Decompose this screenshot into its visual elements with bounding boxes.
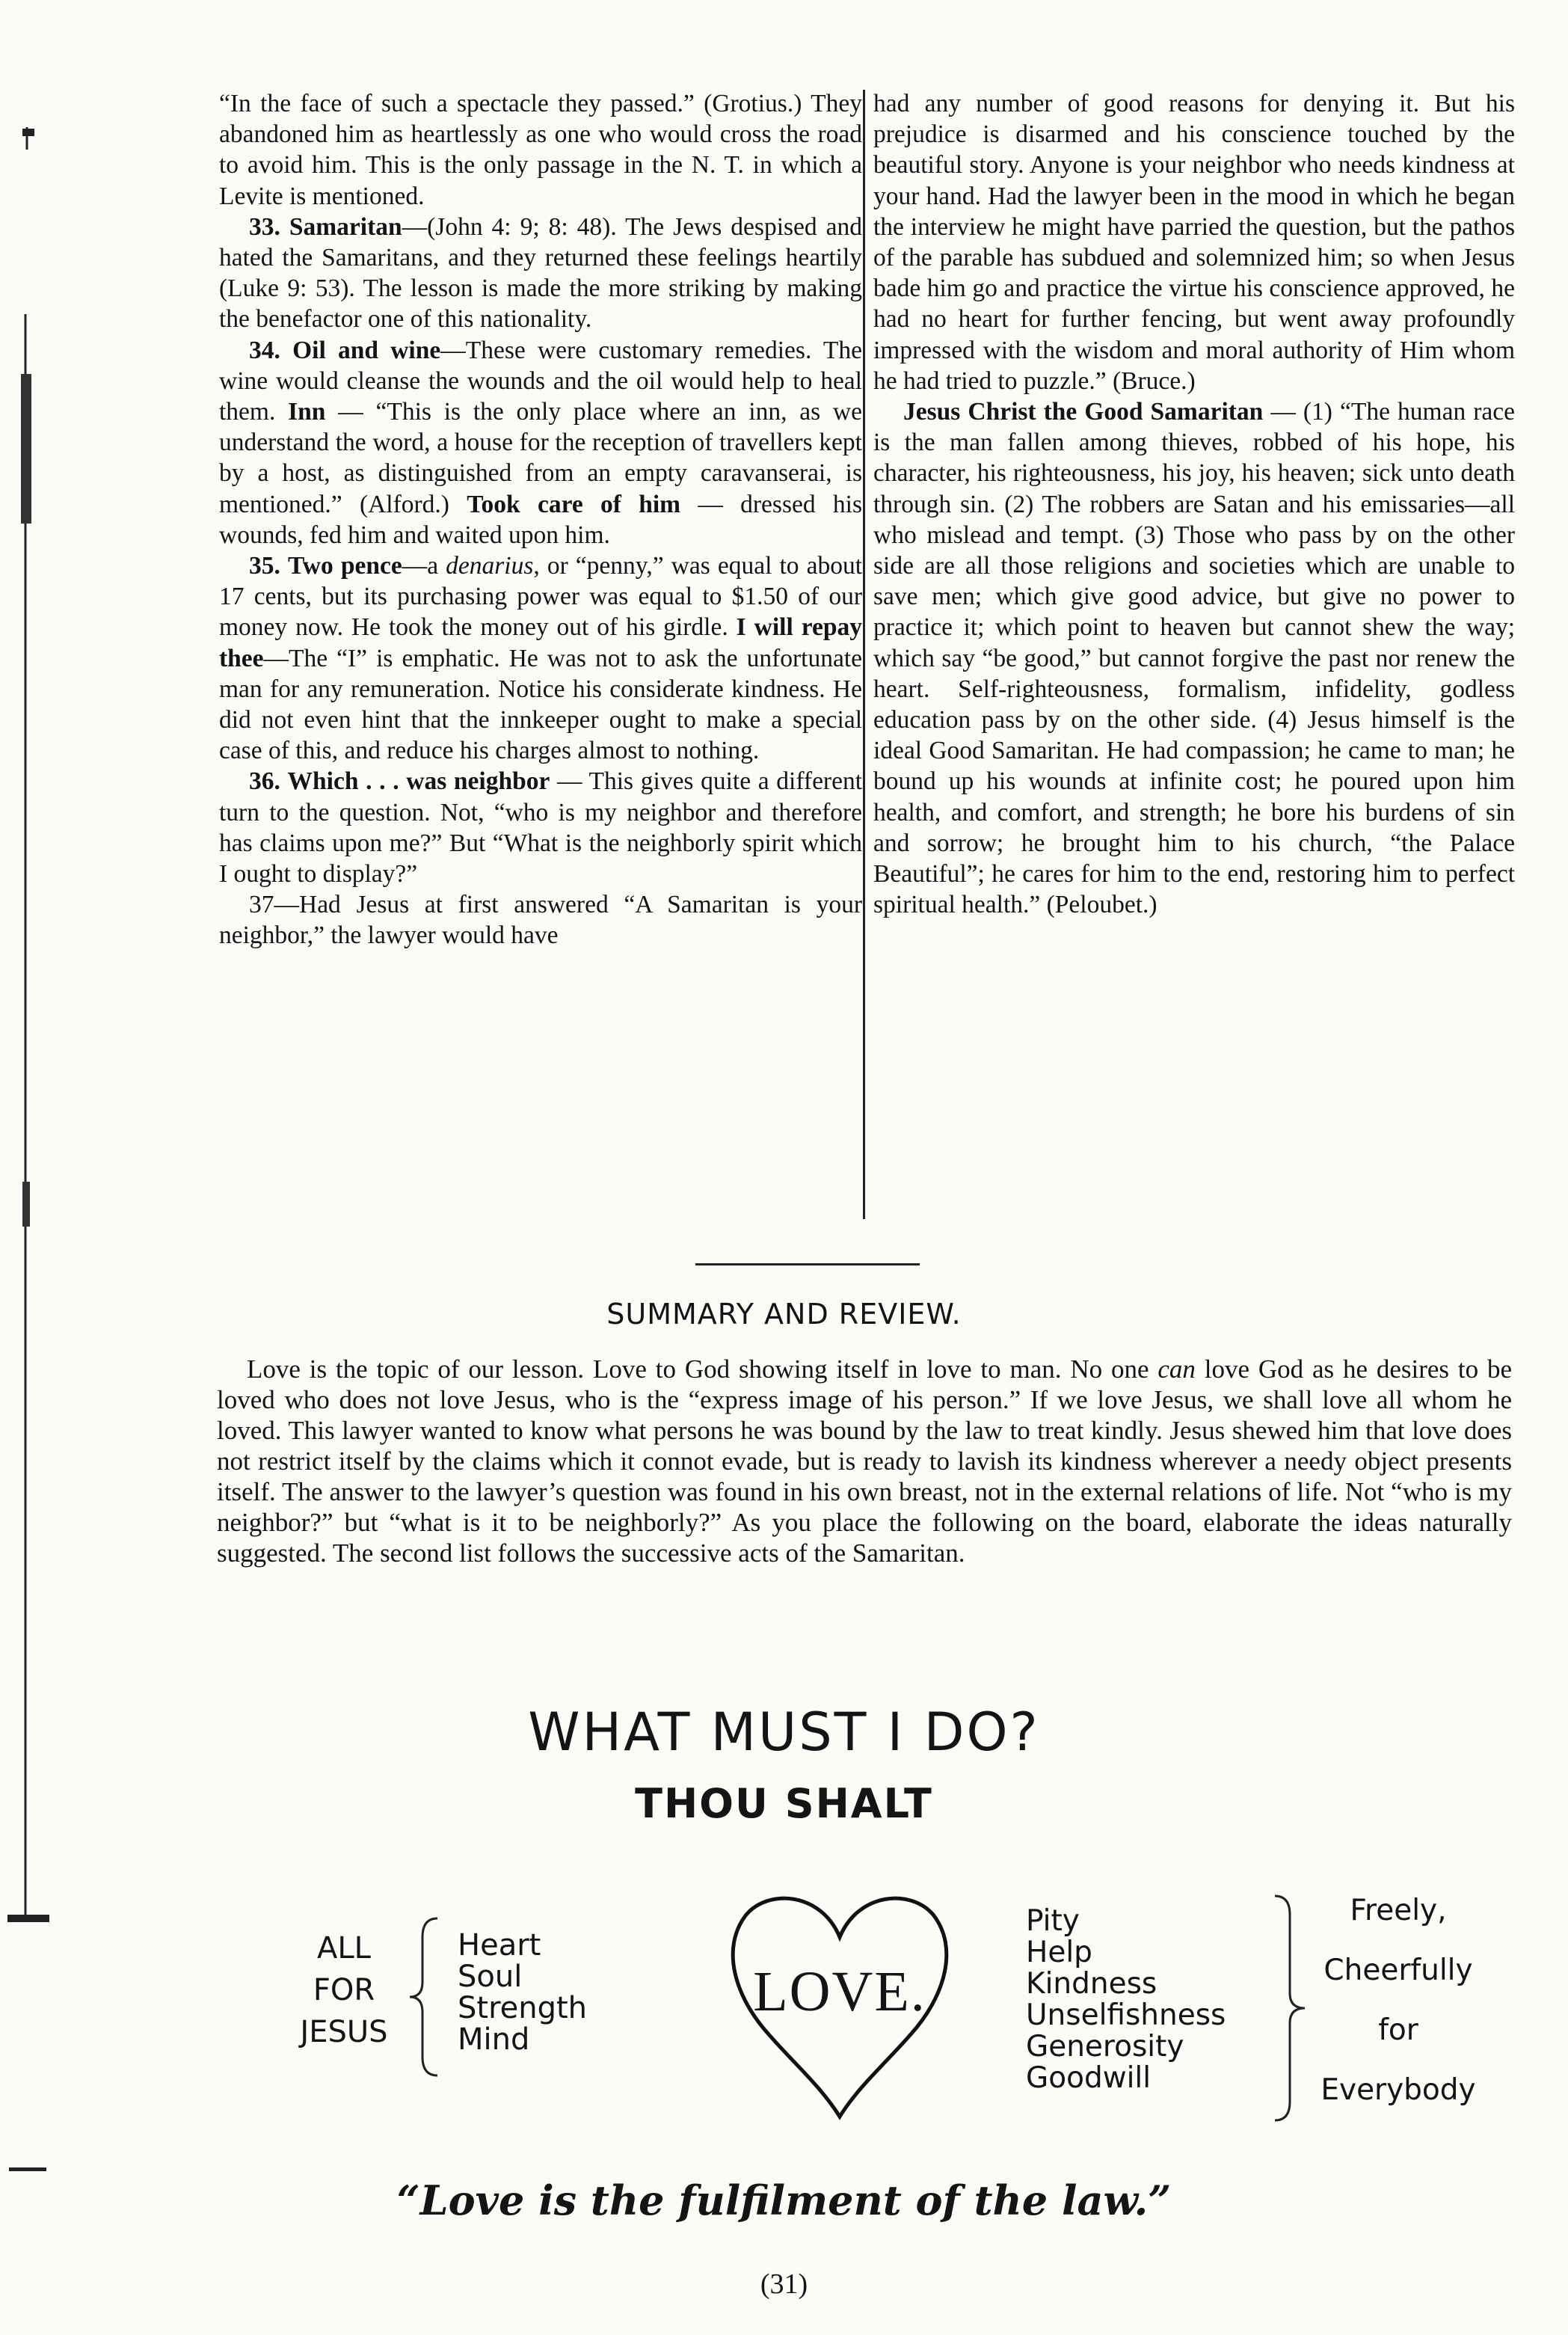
paragraph-34 — [219, 335, 862, 550]
verse-number: 36. — [249, 767, 280, 796]
paragraph-continuation: had any number of good reasons for denying it. But his prejudice is disarmed and his conscience touched by the beautiful story. Anyone is your neighbor who needs kindness at your hand. Had the lawyer been in the mood in which he began the interview he might have parried the question, but the pathos of the parable has subdued and solemnized him; so when Jesus bade him go and practice the virtue his conscience approved, he had no heart for further fencing, but went away profoundly impressed with the wisdom and moral authority of Him whom he had tried to puzzle.” (Bruce.) — [873, 90, 1515, 395]
verse-text: —Had Jesus at first answered “A Samaritan is your neighbor,” the lawyer would have — [219, 891, 862, 950]
verse-term: Oil and wine — [292, 336, 441, 364]
verse-text: — (1) “The human race is the man fallen among thieves, robbed of his hope, his character, his righteousness, his joy, his heaven; sick unto death through sin. (2) The robbers are Satan and his emissaries—all who mislead and tempt. (3) Those who pass by on the other side are all those religions and societies which are unable to save men; which give good advice, but give no power to practice it; which point to heaven but cannot shew the way; which say “be good,” but cannot forgive the past nor renew the heart. Self-righteousness, formalism, infidelity, godless education pass by on the other side. (4) Jesus himself is the ideal Good Samaritan. He had compassion; he came to man; he bound up his wounds at infinite cost; he poured upon him health, and comfort, and strength; he bore his burdens of sin and sorrow; he brought him to his church, “the Palace Beautiful”; he cares for him to the end, restoring him to perfect spiritual health.” (Peloubet.) — [873, 398, 1515, 919]
label-line: ALL — [317, 1931, 371, 1966]
all-for-jesus-label — [284, 1927, 404, 2053]
list-item: Heart — [458, 1928, 541, 1963]
verse-text: — “This is the only place where an inn, as we understand the word, a house for the reception of travellers kept by a host, as distinguished from an empty caravanserai, is mentioned.” (Alford.) — [219, 398, 862, 518]
verse-text: —a — [402, 552, 446, 580]
verse-number: 37 — [249, 891, 274, 919]
verse-term: Samaritan — [289, 212, 402, 241]
manner-word: Everybody — [1320, 2073, 1476, 2107]
acts-list — [1026, 1906, 1226, 2094]
verse-number: 34. — [249, 336, 280, 364]
list-item: Generosity — [1026, 2030, 1184, 2064]
verse-term: I will repay thee — [219, 613, 862, 672]
list-item: Goodwill — [1026, 2061, 1152, 2095]
right-brace — [1271, 1892, 1309, 2124]
verse-text: —The “I” is emphatic. He was not to ask the unfortunate man for any remuneration. Notice his considerate kindness. He did not even hint that the innkeeper ought to make a special case of this, and reduce his charges almost to nothing. — [219, 644, 862, 765]
manner-word: for — [1378, 2013, 1418, 2047]
paragraph-35 — [219, 550, 862, 766]
summary-text: Love is the topic of our lesson. Love to God showing itself in love to man. No one — [247, 1354, 1158, 1384]
verse-text: — This gives quite a different turn to the question. Not, “who is my neighbor and therefore has claims upon me?” But “What is the neighborly spirit which I ought to display?” — [219, 767, 863, 889]
verse-number: 35. — [249, 552, 280, 580]
manner-word: Freely, — [1350, 1894, 1447, 1927]
verse-number: 33. — [249, 212, 280, 241]
list-item: Strength — [458, 1991, 588, 2025]
verse-term: Two pence — [287, 552, 402, 580]
summary-paragraph — [217, 1354, 1512, 1568]
verse-text: , or “penny,” was equal to about 17 cents, but its purchasing power was equal to $1.50 of our money now. He took the money out of his girdle. — [219, 552, 863, 642]
verse-term: Inn — [288, 398, 326, 426]
label-line: JESUS — [300, 2015, 388, 2049]
left-column — [219, 88, 862, 951]
verse-italic: denarius — [446, 552, 534, 580]
list-item: Pity — [1026, 1904, 1080, 1938]
faculties-list — [458, 1930, 587, 2055]
column-divider — [863, 90, 865, 1219]
label-line: FOR — [313, 1973, 375, 2007]
section-rule — [695, 1263, 920, 1265]
verse-term: Took care of him — [467, 490, 681, 518]
board-title: WHAT MUST I DO? — [528, 1702, 1040, 1763]
list-item: Kindness — [1026, 1967, 1157, 2001]
summary-title: SUMMARY AND REVIEW. — [606, 1298, 962, 1331]
verse-text: —(John 4: 9; 8: 48). The Jews despised and hated the Samaritans, and they returned these feelings heartily (Luke 9: 53). The lesson is made the more striking by making the benefactor one of this nationality. — [219, 212, 863, 334]
motto: “Love is the fulfilment of the law.” — [396, 2176, 1172, 2224]
summary-text: love God as he desires to be loved who does not love Jesus, who is the “express image of his person.” If we love Jesus, we shall love all whom he loved. This lawyer wanted to know what persons he was bound by the law to treat kindly. Jesus shewed him that love does not restrict itself by the claims which it connot evade, but is ready to lavish its kindness wherever a needy object presents itself. The answer to the lawyer’s question was found in his own breast, not in the external relations of life. Not “who is my neighbor?” but “what is it to be neighborly?” As you place the following on the board, elaborate the ideas naturally suggested. The second list follows the successive acts of the Samaritan. — [217, 1354, 1512, 1568]
left-brace — [404, 1915, 449, 2079]
verse-text: — dressed his wounds, fed him and waited upon him. — [219, 490, 862, 549]
manner-word: Cheerfully — [1323, 1954, 1473, 1987]
right-column — [873, 88, 1515, 920]
verse-term: Jesus Christ the Good Samaritan — [903, 398, 1264, 426]
love-word: LOVE. — [753, 1960, 926, 2023]
list-item: Unselfishness — [1026, 1998, 1226, 2032]
manner-words — [1312, 1889, 1484, 2129]
board-subtitle: THOU SHALT — [635, 1780, 933, 1827]
paragraph-33 — [219, 212, 862, 335]
paragraph-levite: “In the face of such a spectacle they passed.” (Grotius.) They abandoned him as heartlessly as one who would cross the road to avoid him. This is the only passage in the N. T. in which a Levite is mentioned. — [219, 90, 862, 210]
list-item: Help — [1026, 1936, 1092, 1969]
paragraph-36 — [219, 766, 862, 889]
verse-term: Which . . . was neighbor — [287, 767, 550, 796]
paragraph-37 — [219, 889, 862, 951]
page-number: (31) — [760, 2268, 808, 2300]
summary-italic: can — [1157, 1354, 1196, 1384]
love-diagram — [0, 1885, 1568, 2124]
paragraph-good-samaritan — [873, 396, 1515, 920]
list-item: Soul — [458, 1960, 523, 1994]
list-item: Mind — [458, 2022, 530, 2057]
verse-text: —These were customary remedies. The wine would cleanse the wounds and the oil would help to heal them. — [219, 336, 863, 426]
